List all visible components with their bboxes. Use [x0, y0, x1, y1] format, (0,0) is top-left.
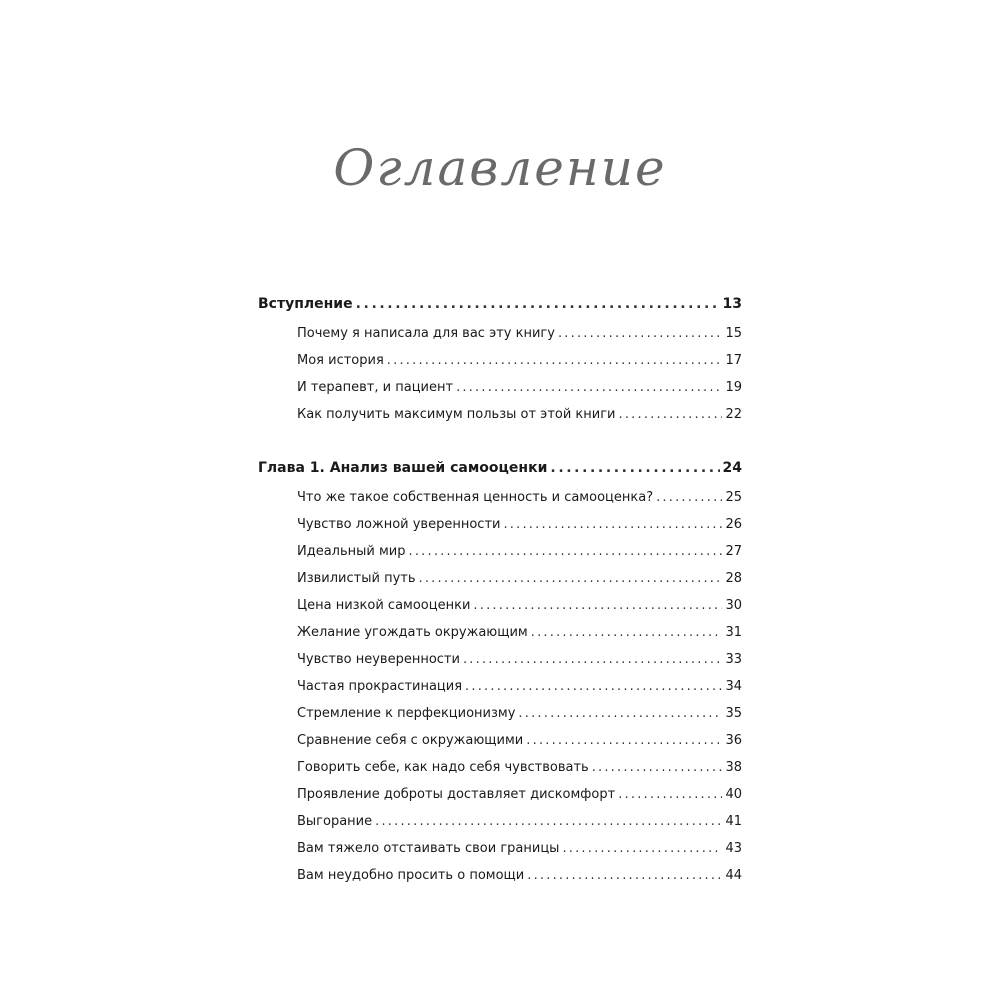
toc-entry-page: 36	[725, 733, 742, 748]
table-of-contents	[258, 296, 742, 895]
toc-entry-chapter	[258, 296, 742, 326]
toc-leader-dots	[656, 490, 722, 505]
toc-entry	[258, 868, 742, 895]
toc-leader-dots	[473, 598, 722, 613]
toc-leader-dots	[503, 517, 722, 532]
toc-entry-page: 22	[725, 407, 742, 422]
toc-leader-dots	[356, 296, 720, 312]
toc-entry-label: Вам неудобно просить о помощи	[297, 868, 525, 883]
toc-leader-dots	[558, 326, 723, 341]
page-title: Оглавление	[333, 139, 667, 197]
toc-entry-label: Глава 1. Анализ вашей самооценки	[258, 460, 548, 476]
toc-leader-dots	[550, 460, 719, 476]
toc-entry-label: Проявление доброты доставляет дискомфорт	[297, 787, 616, 802]
toc-entry	[258, 490, 742, 517]
toc-entry-label: Моя история	[297, 353, 384, 368]
toc-entry-label: Вступление	[258, 296, 353, 312]
toc-entry-page: 41	[725, 814, 742, 829]
toc-entry-page: 40	[725, 787, 742, 802]
toc-leader-dots	[375, 814, 722, 829]
toc-entry-label: Почему я написала для вас эту книгу	[297, 326, 555, 341]
toc-leader-dots	[463, 652, 722, 667]
toc-entry	[258, 380, 742, 407]
toc-leader-dots	[465, 679, 722, 694]
toc-entry-label: Стремление к перфекционизму	[297, 706, 516, 721]
toc-entry-page: 34	[725, 679, 742, 694]
toc-entry	[258, 679, 742, 706]
toc-entry-page: 17	[725, 353, 742, 368]
toc-entry-page: 27	[725, 544, 742, 559]
toc-entry	[258, 407, 742, 434]
toc-entry	[258, 625, 742, 652]
toc-entry	[258, 517, 742, 544]
toc-leader-dots	[562, 841, 722, 856]
toc-entry-page: 43	[725, 841, 742, 856]
toc-entry-label: И терапевт, и пациент	[297, 380, 454, 395]
toc-leader-dots	[456, 380, 722, 395]
toc-entry-page: 25	[725, 490, 742, 505]
toc-entry-page: 44	[725, 868, 742, 883]
toc-leader-dots	[619, 407, 723, 422]
toc-leader-dots	[531, 625, 723, 640]
toc-entry	[258, 353, 742, 380]
toc-entry-label: Желание угождать окружающим	[297, 625, 528, 640]
toc-leader-dots	[592, 760, 723, 775]
toc-entry-page: 19	[725, 380, 742, 395]
toc-entry-label: Чувство ложной уверенности	[297, 517, 501, 532]
toc-entry	[258, 760, 742, 787]
toc-entry-chapter	[258, 460, 742, 490]
toc-entry-page: 28	[725, 571, 742, 586]
toc-entry-label: Говорить себе, как надо себя чувствовать	[297, 760, 589, 775]
toc-entry-page: 38	[725, 760, 742, 775]
toc-entry-page: 35	[725, 706, 742, 721]
toc-leader-dots	[526, 733, 722, 748]
toc-entry-page: 24	[722, 460, 742, 476]
toc-leader-dots	[618, 787, 722, 802]
toc-entry	[258, 841, 742, 868]
toc-entry-label: Извилистый путь	[297, 571, 416, 586]
toc-entry	[258, 571, 742, 598]
toc-leader-dots	[387, 353, 723, 368]
toc-entry-label: Идеальный мир	[297, 544, 406, 559]
toc-entry-label: Сравнение себя с окружающими	[297, 733, 524, 748]
toc-entry	[258, 598, 742, 625]
toc-entry-page: 15	[725, 326, 742, 341]
toc-entry-page: 31	[725, 625, 742, 640]
toc-entry-label: Выгорание	[297, 814, 373, 829]
toc-entry-page: 33	[725, 652, 742, 667]
toc-entry-page: 26	[725, 517, 742, 532]
toc-entry	[258, 706, 742, 733]
toc-entry	[258, 733, 742, 760]
toc-entry-label: Что же такое собственная ценность и самооценка?	[297, 490, 654, 505]
toc-entry	[258, 326, 742, 353]
toc-leader-dots	[518, 706, 722, 721]
toc-entry	[258, 787, 742, 814]
toc-leader-dots	[409, 544, 723, 559]
toc-entry-label: Вам тяжело отстаивать свои границы	[297, 841, 560, 856]
toc-entry	[258, 652, 742, 679]
toc-leader-dots	[527, 868, 722, 883]
toc-entry-label: Цена низкой самооценки	[297, 598, 471, 613]
toc-entry-page: 13	[722, 296, 742, 312]
toc-leader-dots	[419, 571, 723, 586]
toc-entry-page: 30	[725, 598, 742, 613]
toc-entry	[258, 814, 742, 841]
toc-entry-label: Частая прокрастинация	[297, 679, 463, 694]
toc-entry-label: Как получить максимум пользы от этой книги	[297, 407, 616, 422]
toc-entry-label: Чувство неуверенности	[297, 652, 460, 667]
toc-entry	[258, 544, 742, 571]
